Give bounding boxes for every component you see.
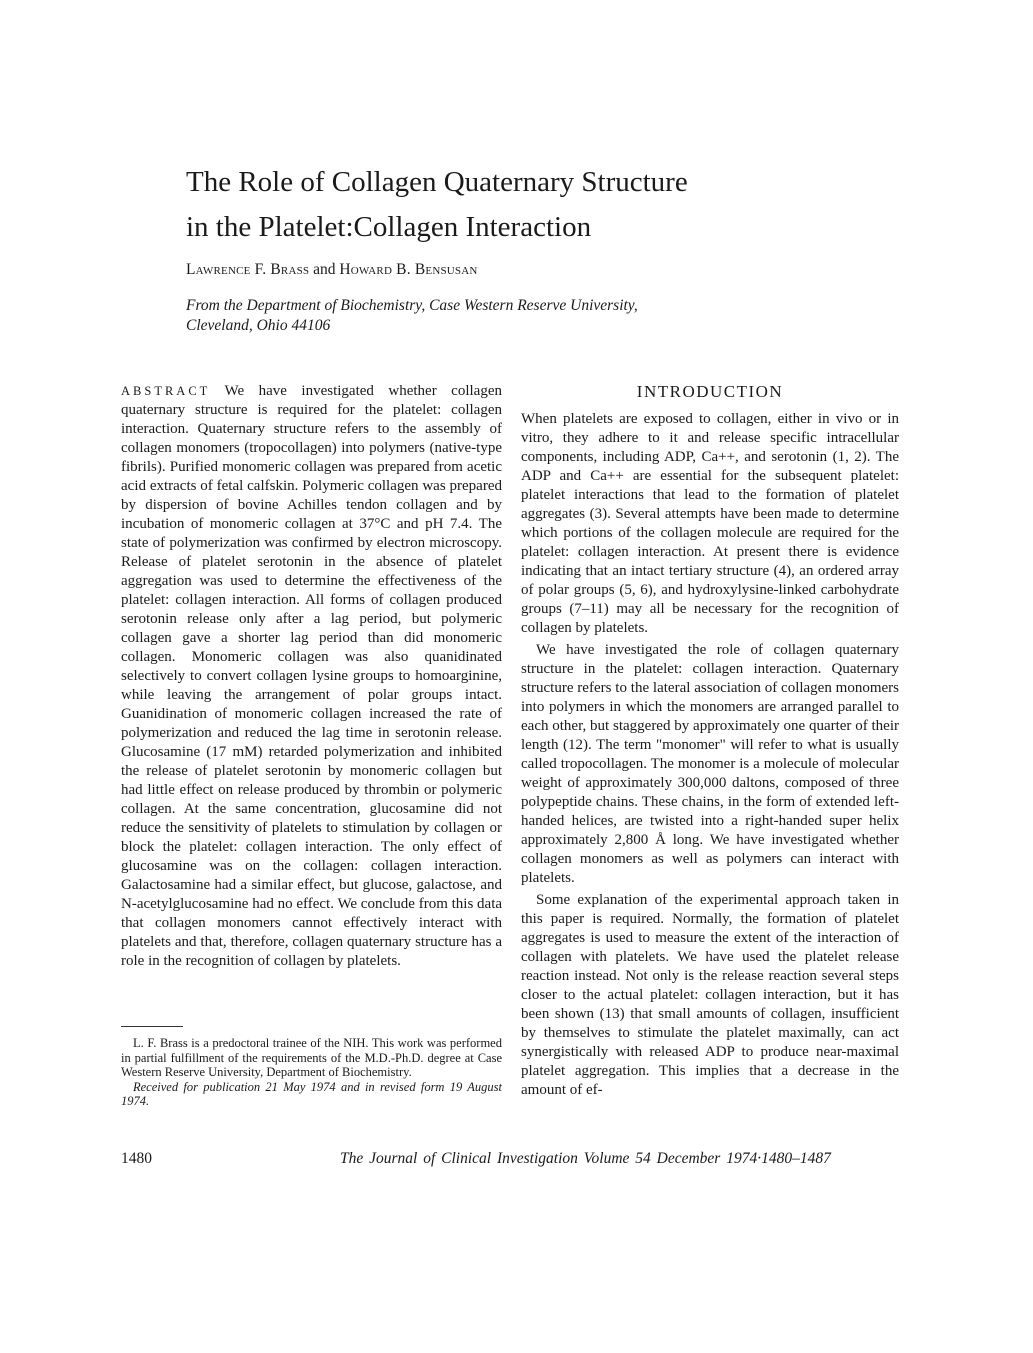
affiliation [186, 296, 906, 336]
footnote [121, 1036, 502, 1109]
footnote-divider [121, 1026, 183, 1027]
author-line [186, 261, 478, 279]
abstract [121, 382, 502, 971]
title-line-1: The Role of Collagen Quaternary Structure [186, 166, 688, 198]
intro-paragraph-3: Some explanation of the experimental approach taken in this paper is required. Normally, the formation of platelet aggregates is used to measure the extent of the interaction of collagen with platelets. We have used the platelet release reaction instead. Not only is the release reaction several steps closer to the actual platelet: collagen interaction, but it has been shown (13) that small amounts of collagen, insufficient by themselves to stimulate the platelet maximally, can act synergistically with released ADP to produce near-maximal platelet aggregation. This implies that a decrease in the amount of ef- [521, 892, 899, 1098]
intro-paragraph-2: We have investigated the role of collagen quaternary structure in the platelet: collagen interaction. Quaternary structure refers to the lateral association of collagen monomers into polymers in which the monomers are arranged parallel to each other, but staggered by approximately one quarter of their length (12). The term "monomer" will refer to what is usually called tropocollagen. The monomer is a molecule of molecular weight of approximately 300,000 daltons, composed of three polypeptide chains. These chains, in the form of extended left-handed helices, are twisted into a right-handed super helix approximately 2,800 Å long. We have investigated whether collagen monomers as well as polymers can interact with platelets. [521, 642, 899, 886]
received-date: Received for publication 21 May 1974 and in revised form 19 August 1974. [121, 1079, 502, 1108]
intro-paragraph-1: When platelets are exposed to collagen, either in vivo or in vitro, they adhere to it and release specific intracellular components, including ADP, Ca++, and serotonin (1, 2). The ADP and Ca++ are essential for the subsequent platelet: platelet interactions that lead to the formation of platelet aggregates (3). Several attempts have been made to determine which portions of the collagen molecule are required for the platelet: collagen interaction. At present there is evidence indicating that an intact tertiary structure (4), an ordered array of polar groups (5, 6), and hydroxylysine-linked carbohydrate groups (7–11) may all be necessary for the recognition of collagen by platelets. [521, 411, 899, 636]
footnote-text: L. F. Brass is a predoctoral trainee of the NIH. This work was performed in partial fulfillment of the requirements of the M.D.-Ph.D. degree at Case Western Reserve University, Department of Biochemistry. [121, 1036, 502, 1079]
introduction-column [521, 382, 899, 1103]
page-number: 1480 [121, 1150, 152, 1167]
affiliation-line-1: From the Department of Biochemistry, Case Western Reserve University, [186, 297, 638, 314]
introduction-heading: INTRODUCTION [636, 382, 784, 401]
author-2: Howard B. Bensusan [339, 261, 478, 278]
title-line-2: in the Platelet:Collagen Interaction [186, 211, 592, 243]
author-conjunction: and [313, 261, 336, 278]
journal-citation: The Journal of Clinical Investigation Volume 54 December 1974·1480–1487 [340, 1150, 831, 1167]
abstract-label: ABSTRACT [121, 384, 211, 398]
author-1: Lawrence F. Brass [186, 261, 310, 278]
paper-title [186, 160, 886, 250]
affiliation-line-2: Cleveland, Ohio 44106 [186, 317, 331, 334]
abstract-column [121, 382, 502, 974]
abstract-text: We have investigated whether collagen quaternary structure is required for the platelet: collagen interaction. Quaternary structure refers to the assembly of collagen monomers (tropocollagen) into polymers (native-type fibrils). Purified monomeric collagen was prepared from acetic acid extracts of fetal calfskin. Polymeric collagen was prepared by dispersion of bovine Achilles tendon collagen and by incubation of monomeric collagen at 37°C and pH 7.4. The state of polymerization was confirmed by electron microscopy. Release of platelet serotonin in the absence of platelet aggregation was used to determine the effectiveness of the platelet: collagen interaction. All forms of collagen produced serotonin release only after a lag period, but polymeric collagen gave a shorter lag period than did monomeric collagen. Monomeric collagen was also quanidinated selectively to convert collagen lysine groups to homoarginine, while leaving the arrangement of polar groups intact. Guanidination of monomeric collagen increased the rate of polymerization and reduced the lag time in serotonin release. Glucosamine (17 mM) retarded polymerization and inhibited the release of platelet serotonin by monomeric collagen but had little effect on release produced by thrombin or polymeric collagen. At the same concentration, glucosamine did not reduce the sensitivity of platelets to stimulation by collagen or block the platelet: collagen interaction. The only effect of glucosamine was on the collagen: collagen interaction. Galactosamine had a similar effect, but glucose, galactose, and N-acetylglucosamine had no effect. We conclude from this data that collagen monomers cannot effectively interact with platelets and that, therefore, collagen quaternary structure has a role in the recognition of collagen by platelets. [121, 383, 503, 969]
